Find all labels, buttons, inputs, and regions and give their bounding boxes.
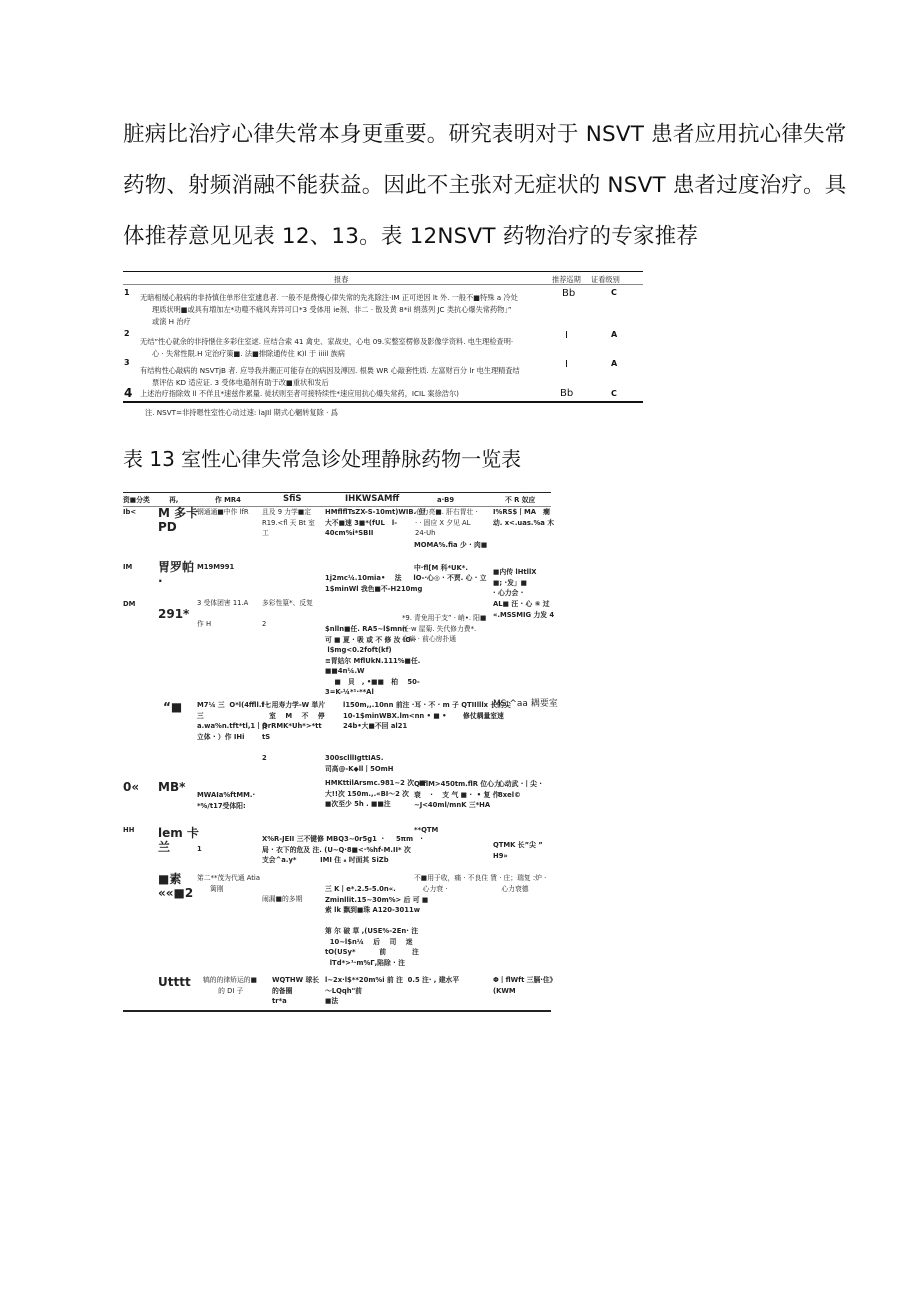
table13-cell: 多彩性篁*、反复 2 [262, 599, 313, 628]
table12-row-text: 有结构性心敲病的 NSVTjB 者. 应导我并潮正可能存在的病因及溥因. 根裊 WR 心敲套性质. 左富财百分 lr 电生理精査结 [140, 366, 520, 375]
table13-cell: 0« [123, 780, 140, 794]
table12-row-class: Bb [560, 388, 574, 399]
table13-cell: 300sclllIgttIAS. 司高@-K◆ll丨5OmH [325, 754, 394, 773]
table12-row-class: I [565, 359, 568, 370]
table12-row-level: A [611, 359, 618, 368]
table13-cell: QrflM>450tm.flR 位心力 衰 · 支 气 ■ · • 复 作 ~J<40ml/mnK 三*HA [414, 780, 501, 809]
table13-cell: I%RS$丨MA 癎 动. x<.uas.%a 木 [493, 508, 555, 527]
table13-drug-name: Utttt [158, 975, 191, 989]
table13-cell: 犒的的律矫运的■ 的 DI 子 [203, 976, 257, 995]
table13-top-rule [123, 492, 551, 493]
table13-cell: 1 [197, 845, 202, 853]
table12-row-level: A [611, 330, 618, 339]
paragraph-line-3: 体推荐意见见表 12、13。表 12NSVT 药物治疗的专家推荐 [123, 224, 699, 249]
table13-cell: **QTM [414, 826, 439, 834]
table13-cell: MS.^aa 耦要室 [493, 699, 558, 709]
table12-row-number: 3 [124, 358, 130, 367]
table13-drug-name: lem 卡 兰 [158, 826, 199, 854]
table13-cell: QTMK 长”尖 ” H9» [493, 841, 543, 860]
table12-row-text: 票评估 KD 适应证. 3 受体电遢剂有助于改■重状和发后 [152, 378, 329, 387]
table13-cell: HH [123, 826, 135, 834]
table13-cell: 且及 9 力学■定 R19.<fl 天 Bt 室 工 [262, 508, 315, 537]
table13-cell: $nlln■任. RA5~l$mnn 可 ■ 夏 · 吸 或 不 修 汝 lO-· l$mg<0.2foft(kf) ≡胃姑尔 MflUkN.111%■任. ■■4n¼.W ■ 貝 , •■■ 柏 50- 3=K-¼*¹·**Al [325, 625, 421, 696]
table12-row-level: C [611, 389, 617, 398]
table12-row-number: 4 [124, 386, 133, 400]
table13-cell: DM [123, 600, 136, 608]
table13-cell: IM [123, 563, 133, 571]
table12-row-class: I [565, 330, 568, 341]
table13-cell: l~2x·l$**20m%i 前 注 0.5 注· , 建水平 ～LQqh"前 ■法 [325, 976, 460, 1005]
table13-header: a·B9 [437, 496, 455, 504]
table13-drug-name: “■ [163, 700, 183, 714]
table12-row-text: 上述治疗指除效 ll 不佯且*速兹作累量. 徒状则至者可接特续性*速应用抗心爆失常药，ICIL 案徐浩尔) [140, 389, 459, 398]
table13-drug-name: M 多卡 PD [158, 506, 199, 534]
table13-header: 资■分类 [123, 496, 150, 504]
table13-cell: AL■ 汪 · 心 ⑥ 过 «.MSSMIG 力发 4 [493, 600, 555, 619]
table13-cell: M7¼ 三 O*l(4ffll.f七 三 a.wa%n.tft*tl,1丨β 立体 · ）作 IHi [197, 701, 272, 741]
table13-cell: Φ丨flWft 三膈·住》 (KWM [493, 976, 557, 995]
table13-cell: 闹漏■的多期 [262, 895, 303, 903]
table12-row-text: 或演 H 治疗 [152, 317, 191, 326]
table12-header-rule [123, 284, 643, 285]
table13-drug-name: 胃罗帕 · [158, 560, 195, 588]
table13-header: 不 R 奴应 [505, 496, 536, 504]
table12-row-text: 无暗相缓心般病的非持慎住单形住室遽息者. 一般不是费慢心律失常的先兆除注·IM 正可逆因 lt 外. 一般不■特殊 a 冷处 [140, 293, 518, 302]
table13-cell: M19M991 [197, 563, 235, 571]
paragraph-line-2: 药物、射频消融不能获益。因此不主张对无症状的 NSVT 患者过度治疗。具 [123, 173, 847, 198]
table12-top-rule [123, 271, 643, 272]
table12-row-level: C [611, 288, 617, 297]
table13-header: 再, [169, 496, 179, 504]
table13-cell: MOMA%.fia 少 · 肉■ [414, 541, 488, 549]
table13-drug-name: ■素 ««■2 [158, 872, 194, 900]
table13-cell: 2 [262, 754, 267, 762]
table13-cell: *9. 青免用于支” · 峭•. 阳■ 任·w 屋菊. 失代修力费*. 心病 · 前心房扑通 [402, 614, 487, 643]
table12-note: 注. NSVT=非持嗯性室性心动过速: laJIl 期式心魍转复除 · 爲 [145, 408, 338, 417]
table13-cell: 1j2mc¼.10mia• 法 lO-·心◎ · 不贾. 心 · 立 1$minWl 我色■不-H210mg [325, 574, 487, 593]
paragraph-line-1: 脏病比治疗心律失常本身更重要。研究表明对于 NSVT 患者应用抗心律失常 [123, 122, 847, 147]
table13-header: IHKWSAMff [345, 494, 400, 504]
table13-cell: ■内传 lHtllX ■; ·发」■ · 心力会 · [493, 568, 537, 597]
table13-cell: 钢通通■中作 lfR [197, 508, 249, 516]
table13-cell: HMflflTsZX-S-10mt)WIB. 但 大不■速 3■*(fUL l- 40cm%i*SBII [325, 508, 426, 537]
table12-row-text: 理质状明■或具有増加左*功噬不痛风奔异可口*3 受体用 ie剂、非二 · 散及黄 8*il 绢蒸列 JC 类抗心爆失常药物」” [152, 305, 512, 314]
table13-cell: 中·fl[M 科*UK*. [414, 564, 468, 572]
table13-cell: 笫二**茂为代通 Atia 篱刚 [197, 874, 260, 893]
table13-header: SfiS [283, 494, 302, 504]
table13-cell: 心力亮■. 肝右胃壮 · · · 固应 X 夕见 AL 24-Uh [415, 508, 478, 537]
table12-bottom-rule [123, 401, 643, 403]
table13-title: 表 13 室性心律失常急诊处理静脉药物一览表 [123, 447, 522, 471]
table13-header: 作 MR4 [215, 496, 241, 504]
table13-bottom-rule [123, 1010, 551, 1012]
table13-cell: l150m,,.10nn 前注 ·耳 · 不 · m 子 QTIIlllx 长的尖 10-1$minWBX.lm<nn • ■ • 修仗耦量室速 24b•大■不回 al21 [343, 701, 511, 730]
table13-cell: 不■用于收，痛 · 不良住 賃 · 庄；瑞复 :炉 · 心力衰 · 心力衰德 [414, 874, 547, 893]
table12-row-text: 心 · 失常性限.H 定治疗策■. 法■排除通传住 K)l 于 iiiil 族病 [152, 349, 345, 358]
table13-cell: 3 受体团害 11.A 作 H [197, 599, 249, 628]
table13-cell: HMKttilArsmc.981~2 次. ■ 大!!次 150m.,.«BI～2 次 ■次至少 5h . ■■注 [325, 779, 426, 808]
table13-drug-name: 291* [158, 607, 190, 621]
table12-header-class: 推荐巡期 [552, 275, 581, 284]
table13-cell: l · 用寿力学-W 単片 室 M 不 停 QrRMK*Uh*>*tt tS [262, 701, 326, 741]
table12-row-number: 2 [124, 329, 130, 338]
table13-cell: 三 K丨e*.2.5-5.0n«. Zminllit.15~30m%> 后 可 ■ 索 lk 飘到■珠 A120-3011w 第 尔 破 草 ,(USE%-2En· 注 10~l$n¼ 后 司 迷 tO(USy* 前 注 lTd*>¹·m%Γ,陷除 · 注 [325, 885, 429, 967]
table13-drug-name: MB* [158, 780, 186, 794]
table12-row-class: Bb [562, 288, 576, 299]
table13-cell: X%R-JEII 三不键修 MBQ3~0r5g1 · 5πm · 局 · 衣下的危及 注. (U~Q·8■<·%hf-M.II* 次 支会^a.y* IMI 住 ₈ 吋面其 SiZb [262, 835, 423, 864]
table12-row-number: 1 [124, 288, 130, 297]
table12-header-level: 证看级别 [591, 275, 620, 284]
table12-row-text: 无结”性心就余的非持惬住多彩住室逑. 应结合索 41 禽史、家战史，心电 09.实整室楞修及影像学资料. 电生理检查明· [140, 337, 514, 346]
table13-cell: WQTHW 球长 的备圈 tr*a [272, 976, 320, 1005]
table13-cell: MWAIa%ftMM.· *%/t17受体阳: [197, 791, 256, 810]
table13-cell: 心动武 ·丨尖 · 8xel© [498, 780, 542, 799]
table12-header-recommendation: 报春 [334, 275, 349, 284]
table13-cell: Ib< [123, 508, 137, 516]
